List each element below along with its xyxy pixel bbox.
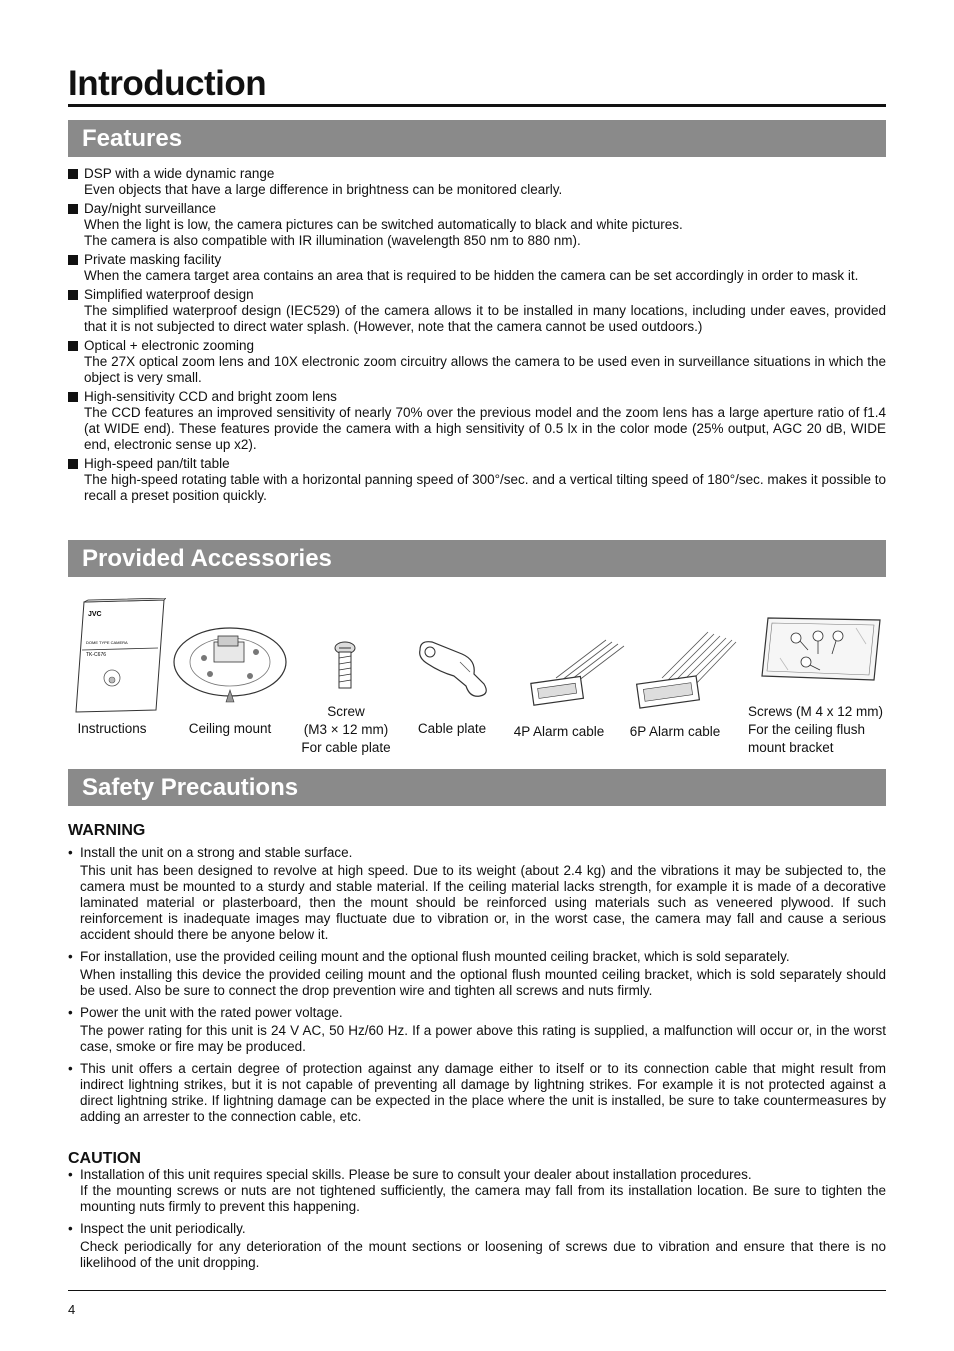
- warning-item-head: • Install the unit on a strong and stable surface.: [68, 845, 886, 861]
- warning-heading: WARNING: [68, 822, 146, 839]
- screws-bag-icon: [760, 614, 884, 684]
- caution-list: [68, 1167, 886, 1277]
- warning-item-head: • Power the unit with the rated power voltage.: [68, 1005, 886, 1021]
- feature-text: The 27X optical zoom lens and 10X electronic zoom circuitry allows the camera to be used even in surveillance situations in which the object is very small.: [84, 354, 886, 385]
- list-item: [68, 845, 886, 943]
- feature-text: When the light is low, the camera pictures can be switched automatically to black and white pictures. The camera is also compatible with IR illumination (wavelength 850 nm to 880 nm).: [84, 217, 683, 248]
- feature-text: The simplified waterproof design (IEC529) of the camera allows it to be installed in many locations, including under eaves, provided that it is not subjected to direct water splash. (However, note that the camera cannot be used outdoors.): [84, 303, 886, 334]
- list-item: [68, 389, 886, 453]
- list-item: [68, 1005, 886, 1055]
- label-ceiling-mount: Ceiling mount: [188, 721, 272, 736]
- alarm-cable-4p-icon: [526, 638, 626, 712]
- label-screw: Screw (M3 × 12 mm) For cable plate: [301, 704, 391, 755]
- page-number: 4: [68, 1302, 76, 1317]
- section-features: Features: [68, 120, 886, 157]
- list-item: [68, 1167, 886, 1215]
- cable-plate-icon: [414, 638, 494, 700]
- caution-item-body: Check periodically for any deterioration of the mount sections or loosening of screws due to vibration and ensure that there is no likelihood of the unit dropping.: [80, 1239, 886, 1270]
- feature-heading: Simplified waterproof design: [84, 287, 254, 302]
- square-bullet-icon: [68, 169, 78, 179]
- manual-brand: JVC: [88, 611, 102, 618]
- warning-item-head: • This unit offers a certain degree of protection against any damage either to itself or to its connection cable that might result from indirect lightning strikes, but it is not capable of preventing all damage by lightning strikes. For example it is not protected against a direct lightning strike. If lightning damage can be expected in the place where the unit is installed, be sure to take countermeasures by adding an arrester to the connection cable, etc.: [68, 1061, 886, 1125]
- square-bullet-icon: [68, 290, 78, 300]
- feature-heading: High-sensitivity CCD and bright zoom lens: [84, 389, 337, 404]
- warning-item-body: The power rating for this unit is 24 V AC, 50 Hz/60 Hz. If a power above this rating is supplied, a malfunction will occur or, in the worst case, smoke or fire may be produced.: [80, 1023, 886, 1054]
- label-6p-alarm-cable: 6P Alarm cable: [629, 724, 721, 739]
- label-4p-alarm-cable: 4P Alarm cable: [513, 724, 605, 739]
- ceiling-mount-icon: [172, 624, 288, 704]
- instructions-manual-icon: [74, 598, 166, 714]
- list-item: [68, 338, 886, 386]
- list-item: [68, 949, 886, 999]
- square-bullet-icon: [68, 255, 78, 265]
- alarm-cable-6p-icon: [634, 630, 738, 714]
- feature-text: The CCD features an improved sensitivity of nearly 70% over the previous model and the zoom lens has a large aperture ratio of f1.4 (at WIDE end). These features provide the camera with a high sensitivity of 0.5 lx in the color mode (25% output, AGC 20 dB, WIDE end, electronic sense up x2).: [84, 405, 886, 452]
- feature-text: The high-speed rotating table with a horizontal panning speed of 300°/sec. and a vertical tilting speed of 180°/sec. makes it possible to recall a preset position quickly.: [84, 472, 886, 503]
- list-item: [68, 1221, 886, 1271]
- square-bullet-icon: [68, 341, 78, 351]
- square-bullet-icon: [68, 459, 78, 469]
- warning-list: [68, 845, 886, 1131]
- feature-text: Even objects that have a large difference in brightness can be monitored clearly.: [84, 182, 563, 197]
- section-accessories: Provided Accessories: [68, 540, 886, 577]
- warning-item-head: • For installation, use the provided ceiling mount and the optional flush mounted ceiling bracket, which is sold separately.: [68, 949, 886, 965]
- warning-item-body: This unit has been designed to revolve at high speed. Due to its weight (about 2.4 kg) and the vibrations it may be subjected to, the camera must be mounted to a sturdy and stable material. If the ceiling material lacks strength, for example it is made of a decorative laminated material or plasterboard, then the mount should be reinforced using materials such as veneered plywood. If such reinforcement is inadequate images may fluctuate due to vibration or, in the worst case, the camera may fall and cause a serious accident should there be anyone below it.: [80, 863, 886, 942]
- feature-text: When the camera target area contains an area that is required to be hidden the camera can be set accordingly in order to mask it.: [84, 268, 859, 283]
- manual-model: TK-C676: [86, 652, 107, 658]
- feature-heading: Private masking facility: [84, 252, 222, 267]
- list-item: [68, 252, 886, 284]
- square-bullet-icon: [68, 204, 78, 214]
- caution-heading: CAUTION: [68, 1150, 141, 1167]
- label-cable-plate: Cable plate: [417, 721, 487, 736]
- list-item: [68, 456, 886, 504]
- list-item: [68, 201, 886, 249]
- label-screws-m4: Screws (M 4 x 12 mm) For the ceiling flush mount bracket: [748, 704, 884, 755]
- feature-heading: Optical + electronic zooming: [84, 338, 254, 353]
- list-item: [68, 166, 886, 198]
- feature-heading: DSP with a wide dynamic range: [84, 166, 275, 181]
- feature-heading: High-speed pan/tilt table: [84, 456, 230, 471]
- footer-rule: [68, 1290, 886, 1291]
- screw-icon: [330, 640, 360, 692]
- list-item: [68, 1061, 886, 1125]
- section-safety: Safety Precautions: [68, 769, 886, 806]
- square-bullet-icon: [68, 392, 78, 402]
- caution-item-head: • Installation of this unit requires special skills. Please be sure to consult your dealer about installation procedures.: [68, 1167, 886, 1183]
- caution-item-body: If the mounting screws or nuts are not tightened sufficiently, the camera may fall from its installation location. Be sure to tighten the mounting nuts firmly to prevent this happening.: [80, 1183, 886, 1214]
- warning-item-body: When installing this device the provided ceiling mount and the optional flush mounted ceiling bracket, which is sold separately should be used. Also be sure to connect the drop prevention wire and tighten all screws and nuts firmly.: [80, 967, 886, 998]
- accessories-figure: [68, 590, 886, 765]
- manual-title: DOME TYPE CAMERA: [86, 640, 128, 645]
- caution-item-head: • Inspect the unit periodically.: [68, 1221, 886, 1237]
- list-item: [68, 287, 886, 335]
- title-rule: [68, 104, 886, 107]
- feature-list: [68, 166, 886, 507]
- feature-heading: Day/night surveillance: [84, 201, 217, 216]
- label-instructions: Instructions: [77, 721, 147, 736]
- page-title: Introduction: [68, 64, 267, 103]
